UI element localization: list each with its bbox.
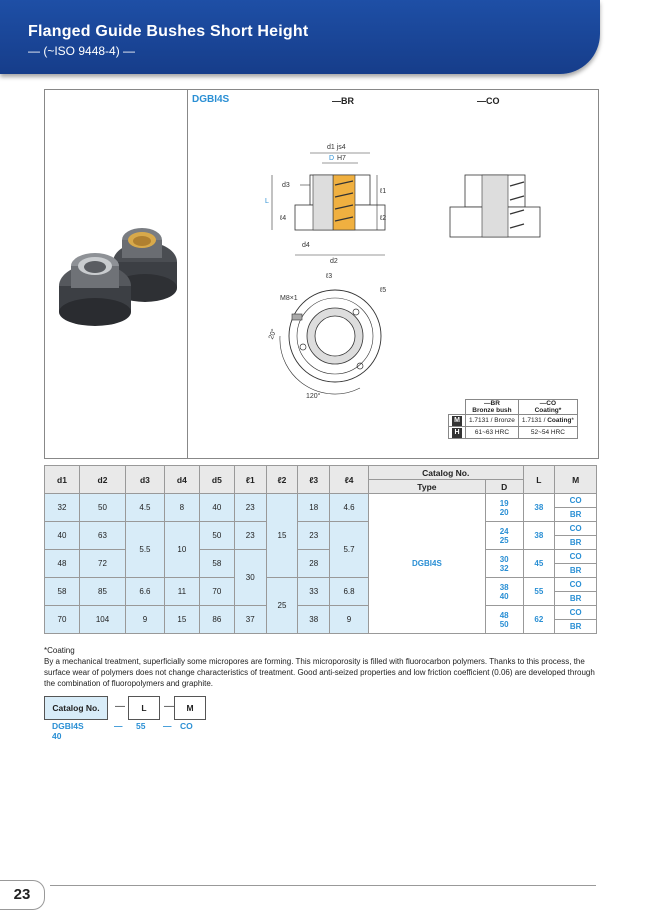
table-cell-L: 45 xyxy=(523,550,555,578)
table-cell-D: 48 50 xyxy=(485,606,523,634)
table-cell-M: CO xyxy=(555,550,597,564)
catalog-dash: — xyxy=(164,701,174,712)
table-cell: 33 xyxy=(298,578,330,606)
col-d3: d3 xyxy=(126,466,165,494)
table-cell: 86 xyxy=(199,606,234,634)
dim-l3: ℓ3 xyxy=(326,273,333,280)
mat-header-br: —BR Bronze bush xyxy=(466,400,519,415)
table-cell: 15 xyxy=(266,494,298,578)
dimension-table xyxy=(44,465,597,634)
col-M: M xyxy=(555,466,597,494)
table-cell-L: 38 xyxy=(523,522,555,550)
table-cell: 58 xyxy=(199,550,234,578)
table-cell: 9 xyxy=(126,606,165,634)
table-cell: 85 xyxy=(80,578,126,606)
dim-angle-20: 20° xyxy=(267,328,279,341)
example-dash: — xyxy=(163,721,172,731)
table-cell-D: 38 40 xyxy=(485,578,523,606)
table-cell: 18 xyxy=(298,494,330,522)
material-icon: M xyxy=(449,415,466,427)
table-cell-M: BR xyxy=(555,536,597,550)
dim-l4: ℓ4 xyxy=(280,215,287,222)
table-cell-M: BR xyxy=(555,564,597,578)
top-view-drawing xyxy=(267,270,405,408)
table-cell: 70 xyxy=(45,606,80,634)
page-title: Flanged Guide Bushes Short Height xyxy=(28,23,309,40)
table-cell-L: 55 xyxy=(523,578,555,606)
table-cell: 37 xyxy=(234,606,266,634)
example-l: 55 xyxy=(136,721,146,731)
table-cell: 58 xyxy=(45,578,80,606)
table-cell: 40 xyxy=(199,494,234,522)
table-cell: 15 xyxy=(164,606,199,634)
table-cell: 23 xyxy=(234,494,266,522)
table-cell: 4.6 xyxy=(330,494,369,522)
dim-m8: M8×1 xyxy=(280,295,298,302)
mat-co-hardness: 52~54 HRC xyxy=(518,427,577,439)
catalog-no-box: Catalog No. xyxy=(44,696,108,720)
table-cell-M: BR xyxy=(555,592,597,606)
table-cell: 25 xyxy=(266,578,298,634)
col-D: D xyxy=(485,480,523,494)
col-l1: ℓ1 xyxy=(234,466,266,494)
table-cell-D: 24 25 xyxy=(485,522,523,550)
table-cell: 104 xyxy=(80,606,126,634)
br-variant-label: —BR xyxy=(332,96,354,106)
catalog-dash: — xyxy=(115,701,125,712)
dim-d3: d3 xyxy=(282,182,290,189)
table-cell-M: BR xyxy=(555,620,597,634)
table-cell-type: DGBI4S xyxy=(368,494,485,634)
table-cell: 4.5 xyxy=(126,494,165,522)
dim-l5: ℓ5 xyxy=(380,287,387,294)
table-cell: 5.7 xyxy=(330,522,369,578)
hardness-icon: H xyxy=(449,427,466,439)
example-dash: — xyxy=(114,721,123,731)
col-L: L xyxy=(523,466,555,494)
table-cell: 40 xyxy=(45,522,80,550)
dim-angle-120: 120° xyxy=(306,393,321,400)
mat-header-co: —CO Coating* xyxy=(518,400,577,415)
dim-d4: d4 xyxy=(302,242,310,249)
col-d5: d5 xyxy=(199,466,234,494)
example-catalog-no: DGBI4S 40 xyxy=(52,721,84,741)
col-l3: ℓ3 xyxy=(298,466,330,494)
table-cell: 23 xyxy=(234,522,266,550)
footer-line xyxy=(50,885,596,886)
catalog-m-box: M xyxy=(174,696,206,720)
table-cell: 38 xyxy=(298,606,330,634)
material-table xyxy=(448,399,578,439)
col-d4: d4 xyxy=(164,466,199,494)
dim-l2: ℓ2 xyxy=(380,215,387,222)
catalog-l-box: L xyxy=(128,696,160,720)
table-cell-M: CO xyxy=(555,578,597,592)
dim-D: D xyxy=(329,155,335,162)
header-banner xyxy=(0,0,600,74)
mat-br-hardness: 61~63 HRC xyxy=(466,427,519,439)
col-d2: d2 xyxy=(80,466,126,494)
dim-L: L xyxy=(265,198,269,205)
table-cell: 23 xyxy=(298,522,330,550)
table-cell: 28 xyxy=(298,550,330,578)
product-panel xyxy=(44,89,599,459)
coating-note xyxy=(44,645,597,689)
table-cell-M: CO xyxy=(555,606,597,620)
page-subtitle: — (~ISO 9448-4) — xyxy=(28,44,136,58)
table-cell-D: 30 32 xyxy=(485,550,523,578)
table-cell: 11 xyxy=(164,578,199,606)
br-section-drawing xyxy=(230,135,400,265)
col-l2: ℓ2 xyxy=(266,466,298,494)
table-cell: 10 xyxy=(164,522,199,578)
table-cell: 30 xyxy=(234,550,266,606)
col-type: Type xyxy=(368,480,485,494)
dim-l1: ℓ1 xyxy=(380,188,387,195)
note-title: *Coating xyxy=(44,646,75,655)
co-section-drawing xyxy=(440,170,550,245)
table-cell: 5.5 xyxy=(126,522,165,578)
table-cell-M: CO xyxy=(555,494,597,508)
table-cell-M: CO xyxy=(555,522,597,536)
table-cell: 72 xyxy=(80,550,126,578)
table-cell: 48 xyxy=(45,550,80,578)
table-cell: 32 xyxy=(45,494,80,522)
table-cell-M: BR xyxy=(555,508,597,522)
mat-co-material: 1.7131 / Coating* xyxy=(518,415,577,427)
mat-br-material: 1.7131 / Bronze xyxy=(466,415,519,427)
table-cell: 63 xyxy=(80,522,126,550)
table-cell-L: 62 xyxy=(523,606,555,634)
col-d1: d1 xyxy=(45,466,80,494)
table-cell-L: 38 xyxy=(523,494,555,522)
product-photo xyxy=(47,220,185,330)
example-m: CO xyxy=(180,721,193,731)
table-cell: 6.6 xyxy=(126,578,165,606)
dim-d2: d2 xyxy=(330,258,338,265)
dim-H7: H7 xyxy=(337,155,346,162)
col-catalog-no: Catalog No. xyxy=(368,466,523,480)
table-cell: 9 xyxy=(330,606,369,634)
table-cell: 70 xyxy=(199,578,234,606)
col-l4: ℓ4 xyxy=(330,466,369,494)
table-cell: 6.8 xyxy=(330,578,369,606)
table-cell: 50 xyxy=(199,522,234,550)
table-cell: 50 xyxy=(80,494,126,522)
panel-divider xyxy=(187,90,188,458)
page-number: 23 xyxy=(0,880,45,910)
co-variant-label: —CO xyxy=(477,96,500,106)
dim-d1: d1 js4 xyxy=(327,144,346,151)
table-cell: 8 xyxy=(164,494,199,522)
type-label: DGBI4S xyxy=(192,94,230,105)
note-body: By a mechanical treatment, superficially some micropores are forming. This microporosity is filled with fluorocarbon polymers. Thanks to this process, the surface wear of polymers does not change characteristics of treatment. Good anti-seized properties and low friction coefficient (0.06) are developed through the combination of fluoropolymers and graphite. xyxy=(44,657,595,688)
table-cell-D: 19 20 xyxy=(485,494,523,522)
